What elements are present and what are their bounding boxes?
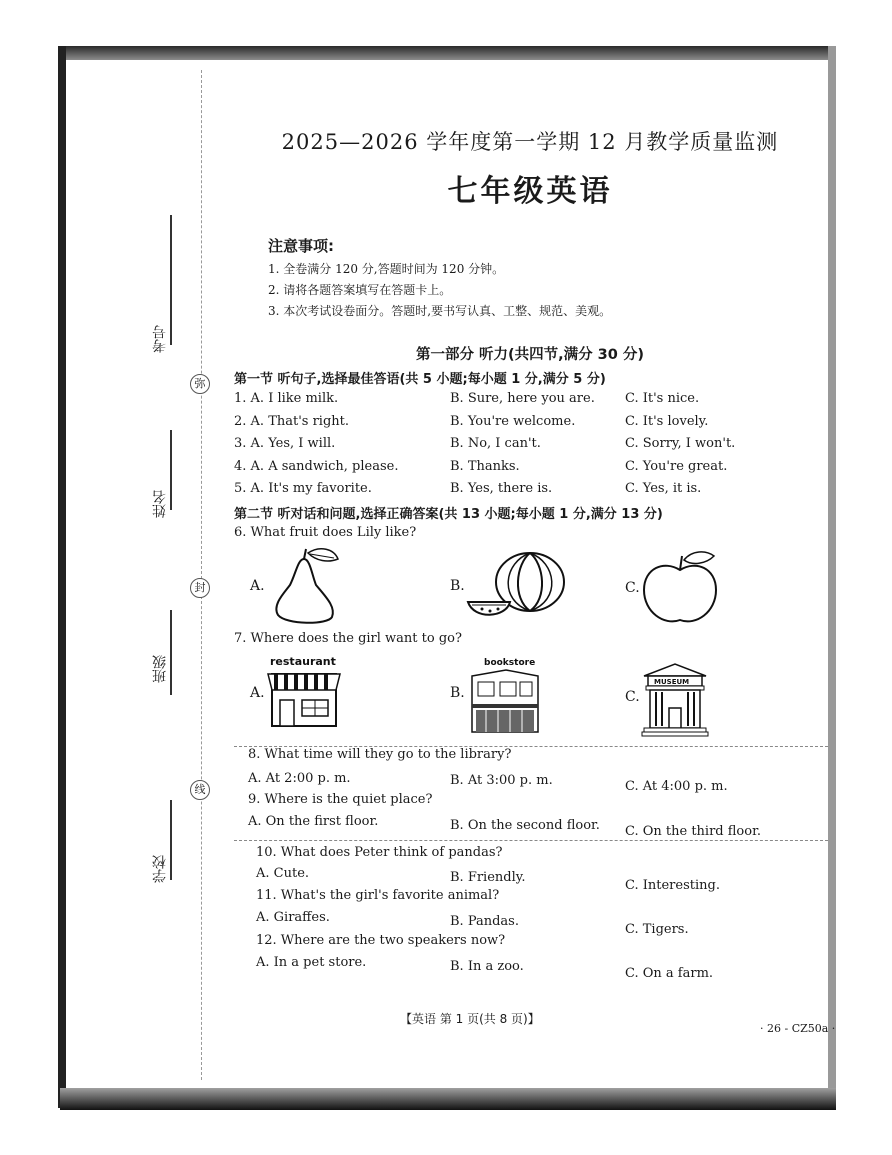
school-line [170,800,172,880]
option-b: B. No, I can't. [450,436,541,451]
seal-mark-feng: 封 [190,578,210,598]
notice-item: 2. 请将各题答案填写在答题卡上。 [268,283,452,297]
exam-subtitle: 七年级英语 [447,174,613,209]
option-a: 4. A. A sandwich, please. [234,459,399,474]
option-a: 1. A. I like milk. [234,391,339,406]
option-c: C. Tigers. [625,922,689,937]
option-b: B. At 3:00 p. m. [450,773,553,788]
class-line [170,610,172,695]
pear-image [266,545,348,625]
notice-item: 3. 本次考试设卷面分。答题时,要书写认真、工整、规范、美观。 [268,304,612,318]
notice-item: 1. 全卷满分 120 分,答题时间为 120 分钟。 [268,262,505,276]
scan-bottom-edge [60,1088,836,1110]
bookstore-image [466,654,544,734]
name-line [170,430,172,510]
option-b: B. Friendly. [450,870,526,885]
picture-label-b: B. [450,578,465,594]
option-b: B. In a zoo. [450,959,524,974]
option-b: B. Yes, there is. [450,481,553,496]
exam-no-line [170,215,172,345]
school-label: 学校 [152,855,168,883]
picture-label-a: A. [250,578,265,594]
binding-dashed-line [201,70,202,1080]
question-6: 6. What fruit does Lily like? [234,525,417,540]
apple-image [640,548,722,628]
option-b: B. On the second floor. [450,818,600,833]
option-a: 3. A. Yes, I will. [234,436,336,451]
option-b: B. Sure, here you are. [450,391,595,406]
notice-heading: 注意事项: [268,237,334,255]
option-c: C. Sorry, I won't. [625,436,736,451]
option-b: B. Thanks. [450,459,520,474]
page-number: 【英语 第 1 页(共 8 页)】 [400,1012,540,1026]
option-b: B. You're welcome. [450,414,576,429]
question-7: 7. Where does the girl want to go? [234,631,462,646]
seal-mark-xian: 线 [190,780,210,800]
exam-no-label: 考号 [152,325,168,353]
restaurant-sign: restaurant [270,655,336,668]
picture-label-c: C. [625,689,640,705]
scan-left-edge [58,46,66,1108]
option-c: C. On a farm. [625,966,714,981]
option-a: A. On the first floor. [248,814,379,829]
question-11: 11. What's the girl's favorite animal? [256,888,500,903]
museum-image [640,662,710,738]
question-8: 8. What time will they go to the library? [248,747,512,762]
option-a: 2. A. That's right. [234,414,350,429]
museum-sign: MUSEUM [654,678,690,686]
paper-code: · 26 - CZ50a · [760,1022,836,1035]
section-title: 第二节 听对话和问题,选择正确答案(共 13 小题;每小题 1 分,满分 13 分) [234,507,663,522]
option-c: C. Interesting. [625,878,720,893]
option-c: C. On the third floor. [625,824,761,839]
restaurant-image [266,652,342,732]
option-c: C. It's nice. [625,391,700,406]
question-9: 9. Where is the quiet place? [248,792,433,807]
question-10: 10. What does Peter think of pandas? [256,845,503,860]
option-c: C. Yes, it is. [625,481,702,496]
exam-title: 2025—2026 学年度第一学期 12 月教学质量监测 [281,130,779,154]
option-c: C. At 4:00 p. m. [625,779,728,794]
watermelon-image [464,550,568,624]
part-title: 第一部分 听力(共四节,满分 30 分) [415,347,645,363]
option-a: A. Giraffes. [256,910,330,925]
question-divider [234,840,828,841]
option-c: C. It's lovely. [625,414,709,429]
class-label: 班级 [152,655,168,683]
name-label: 姓名 [152,490,168,518]
option-a: A. In a pet store. [256,955,367,970]
seal-mark-mi: 弥 [190,374,210,394]
option-c: C. You're great. [625,459,728,474]
question-12: 12. Where are the two speakers now? [256,933,506,948]
picture-label-b: B. [450,685,465,701]
bookstore-sign: bookstore [484,658,536,668]
option-b: B. Pandas. [450,914,519,929]
section-title: 第一节 听句子,选择最佳答语(共 5 小题;每小题 1 分,满分 5 分) [234,372,606,387]
picture-label-c: C. [625,580,640,596]
option-a: 5. A. It's my favorite. [234,481,372,496]
option-a: A. At 2:00 p. m. [248,771,351,786]
option-a: A. Cute. [256,866,310,881]
picture-label-a: A. [250,685,265,701]
